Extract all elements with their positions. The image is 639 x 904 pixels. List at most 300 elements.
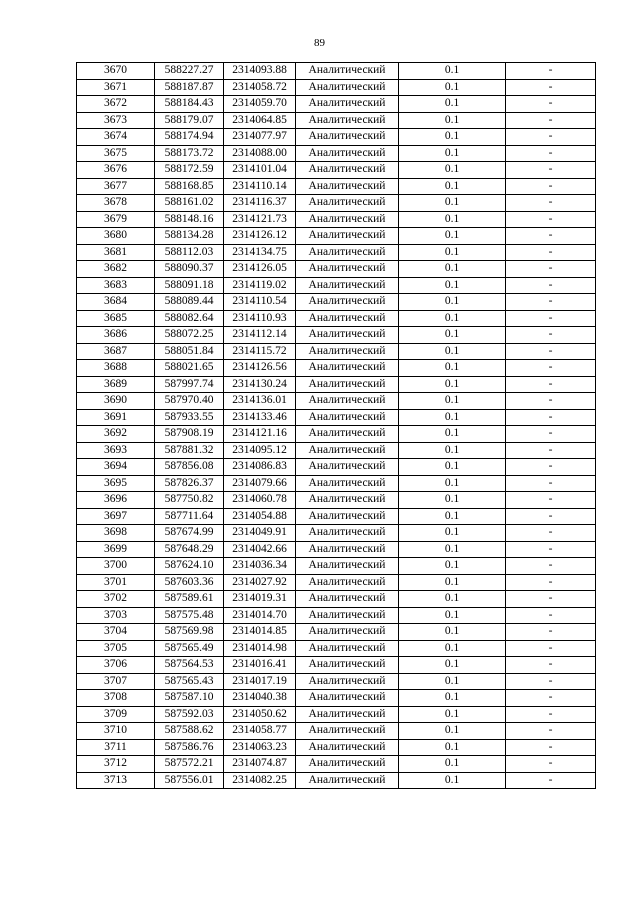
note-cell: - xyxy=(506,376,596,393)
note-cell: - xyxy=(506,574,596,591)
note-cell: - xyxy=(506,706,596,723)
method-cell: Аналитический xyxy=(296,63,399,80)
note-cell: - xyxy=(506,343,596,360)
table-row xyxy=(77,574,596,591)
table-row xyxy=(77,96,596,113)
accuracy-cell: 0.1 xyxy=(399,244,506,261)
page-number: 89 xyxy=(314,37,325,49)
note-cell: - xyxy=(506,261,596,278)
point-number-cell: 3680 xyxy=(77,228,155,245)
note-cell: - xyxy=(506,624,596,641)
note-cell: - xyxy=(506,657,596,674)
y-coordinate-cell: 2314126.56 xyxy=(224,360,296,377)
x-coordinate-cell: 588089.44 xyxy=(155,294,224,311)
accuracy-cell: 0.1 xyxy=(399,492,506,509)
method-cell: Аналитический xyxy=(296,657,399,674)
coordinates-table xyxy=(76,62,596,789)
method-cell: Аналитический xyxy=(296,211,399,228)
table-body xyxy=(77,63,596,789)
note-cell: - xyxy=(506,640,596,657)
method-cell: Аналитический xyxy=(296,145,399,162)
y-coordinate-cell: 2314014.70 xyxy=(224,607,296,624)
point-number-cell: 3693 xyxy=(77,442,155,459)
note-cell: - xyxy=(506,129,596,146)
accuracy-cell: 0.1 xyxy=(399,558,506,575)
table-row xyxy=(77,706,596,723)
y-coordinate-cell: 2314110.93 xyxy=(224,310,296,327)
point-number-cell: 3685 xyxy=(77,310,155,327)
note-cell: - xyxy=(506,723,596,740)
accuracy-cell: 0.1 xyxy=(399,541,506,558)
y-coordinate-cell: 2314064.85 xyxy=(224,112,296,129)
method-cell: Аналитический xyxy=(296,591,399,608)
table-row xyxy=(77,277,596,294)
table-row xyxy=(77,607,596,624)
x-coordinate-cell: 587589.61 xyxy=(155,591,224,608)
accuracy-cell: 0.1 xyxy=(399,63,506,80)
table-row xyxy=(77,178,596,195)
x-coordinate-cell: 587572.21 xyxy=(155,756,224,773)
note-cell: - xyxy=(506,360,596,377)
accuracy-cell: 0.1 xyxy=(399,723,506,740)
table-row xyxy=(77,228,596,245)
y-coordinate-cell: 2314116.37 xyxy=(224,195,296,212)
point-number-cell: 3704 xyxy=(77,624,155,641)
method-cell: Аналитический xyxy=(296,79,399,96)
table-row xyxy=(77,772,596,789)
point-number-cell: 3711 xyxy=(77,739,155,756)
table-row xyxy=(77,558,596,575)
x-coordinate-cell: 587556.01 xyxy=(155,772,224,789)
table-row xyxy=(77,409,596,426)
note-cell: - xyxy=(506,277,596,294)
method-cell: Аналитический xyxy=(296,409,399,426)
x-coordinate-cell: 587565.43 xyxy=(155,673,224,690)
table-row xyxy=(77,327,596,344)
accuracy-cell: 0.1 xyxy=(399,690,506,707)
x-coordinate-cell: 588148.16 xyxy=(155,211,224,228)
accuracy-cell: 0.1 xyxy=(399,640,506,657)
x-coordinate-cell: 587575.48 xyxy=(155,607,224,624)
method-cell: Аналитический xyxy=(296,129,399,146)
accuracy-cell: 0.1 xyxy=(399,393,506,410)
method-cell: Аналитический xyxy=(296,525,399,542)
method-cell: Аналитический xyxy=(296,673,399,690)
accuracy-cell: 0.1 xyxy=(399,426,506,443)
table-row xyxy=(77,195,596,212)
note-cell: - xyxy=(506,475,596,492)
y-coordinate-cell: 2314126.12 xyxy=(224,228,296,245)
accuracy-cell: 0.1 xyxy=(399,607,506,624)
y-coordinate-cell: 2314017.19 xyxy=(224,673,296,690)
table-row xyxy=(77,756,596,773)
accuracy-cell: 0.1 xyxy=(399,277,506,294)
x-coordinate-cell: 588172.59 xyxy=(155,162,224,179)
point-number-cell: 3675 xyxy=(77,145,155,162)
table-row xyxy=(77,739,596,756)
note-cell: - xyxy=(506,393,596,410)
x-coordinate-cell: 588174.94 xyxy=(155,129,224,146)
note-cell: - xyxy=(506,79,596,96)
y-coordinate-cell: 2314110.14 xyxy=(224,178,296,195)
y-coordinate-cell: 2314058.72 xyxy=(224,79,296,96)
table-row xyxy=(77,525,596,542)
accuracy-cell: 0.1 xyxy=(399,756,506,773)
method-cell: Аналитический xyxy=(296,756,399,773)
x-coordinate-cell: 587970.40 xyxy=(155,393,224,410)
method-cell: Аналитический xyxy=(296,426,399,443)
method-cell: Аналитический xyxy=(296,360,399,377)
accuracy-cell: 0.1 xyxy=(399,574,506,591)
method-cell: Аналитический xyxy=(296,343,399,360)
point-number-cell: 3713 xyxy=(77,772,155,789)
method-cell: Аналитический xyxy=(296,640,399,657)
x-coordinate-cell: 588227.27 xyxy=(155,63,224,80)
accuracy-cell: 0.1 xyxy=(399,772,506,789)
accuracy-cell: 0.1 xyxy=(399,162,506,179)
x-coordinate-cell: 587674.99 xyxy=(155,525,224,542)
accuracy-cell: 0.1 xyxy=(399,525,506,542)
accuracy-cell: 0.1 xyxy=(399,195,506,212)
y-coordinate-cell: 2314119.02 xyxy=(224,277,296,294)
y-coordinate-cell: 2314014.98 xyxy=(224,640,296,657)
y-coordinate-cell: 2314112.14 xyxy=(224,327,296,344)
y-coordinate-cell: 2314082.25 xyxy=(224,772,296,789)
note-cell: - xyxy=(506,112,596,129)
note-cell: - xyxy=(506,96,596,113)
table-row xyxy=(77,657,596,674)
y-coordinate-cell: 2314115.72 xyxy=(224,343,296,360)
accuracy-cell: 0.1 xyxy=(399,228,506,245)
point-number-cell: 3688 xyxy=(77,360,155,377)
x-coordinate-cell: 587564.53 xyxy=(155,657,224,674)
table-row xyxy=(77,723,596,740)
method-cell: Аналитический xyxy=(296,541,399,558)
note-cell: - xyxy=(506,244,596,261)
x-coordinate-cell: 587569.98 xyxy=(155,624,224,641)
x-coordinate-cell: 587881.32 xyxy=(155,442,224,459)
x-coordinate-cell: 588082.64 xyxy=(155,310,224,327)
note-cell: - xyxy=(506,492,596,509)
x-coordinate-cell: 588051.84 xyxy=(155,343,224,360)
point-number-cell: 3700 xyxy=(77,558,155,575)
method-cell: Аналитический xyxy=(296,261,399,278)
table-row xyxy=(77,541,596,558)
method-cell: Аналитический xyxy=(296,195,399,212)
method-cell: Аналитический xyxy=(296,294,399,311)
x-coordinate-cell: 587587.10 xyxy=(155,690,224,707)
accuracy-cell: 0.1 xyxy=(399,112,506,129)
x-coordinate-cell: 587586.76 xyxy=(155,739,224,756)
method-cell: Аналитический xyxy=(296,228,399,245)
table-row xyxy=(77,591,596,608)
point-number-cell: 3672 xyxy=(77,96,155,113)
table-row xyxy=(77,261,596,278)
point-number-cell: 3671 xyxy=(77,79,155,96)
accuracy-cell: 0.1 xyxy=(399,706,506,723)
note-cell: - xyxy=(506,409,596,426)
point-number-cell: 3689 xyxy=(77,376,155,393)
note-cell: - xyxy=(506,145,596,162)
table-row xyxy=(77,129,596,146)
note-cell: - xyxy=(506,310,596,327)
y-coordinate-cell: 2314095.12 xyxy=(224,442,296,459)
accuracy-cell: 0.1 xyxy=(399,96,506,113)
y-coordinate-cell: 2314063.23 xyxy=(224,739,296,756)
table-row xyxy=(77,63,596,80)
accuracy-cell: 0.1 xyxy=(399,145,506,162)
y-coordinate-cell: 2314049.91 xyxy=(224,525,296,542)
table-row xyxy=(77,459,596,476)
accuracy-cell: 0.1 xyxy=(399,360,506,377)
point-number-cell: 3708 xyxy=(77,690,155,707)
x-coordinate-cell: 587603.36 xyxy=(155,574,224,591)
x-coordinate-cell: 588072.25 xyxy=(155,327,224,344)
method-cell: Аналитический xyxy=(296,706,399,723)
accuracy-cell: 0.1 xyxy=(399,79,506,96)
note-cell: - xyxy=(506,508,596,525)
method-cell: Аналитический xyxy=(296,96,399,113)
table-row xyxy=(77,244,596,261)
y-coordinate-cell: 2314019.31 xyxy=(224,591,296,608)
x-coordinate-cell: 588161.02 xyxy=(155,195,224,212)
point-number-cell: 3686 xyxy=(77,327,155,344)
accuracy-cell: 0.1 xyxy=(399,178,506,195)
method-cell: Аналитический xyxy=(296,723,399,740)
accuracy-cell: 0.1 xyxy=(399,310,506,327)
accuracy-cell: 0.1 xyxy=(399,508,506,525)
point-number-cell: 3679 xyxy=(77,211,155,228)
point-number-cell: 3701 xyxy=(77,574,155,591)
note-cell: - xyxy=(506,756,596,773)
point-number-cell: 3687 xyxy=(77,343,155,360)
y-coordinate-cell: 2314101.04 xyxy=(224,162,296,179)
method-cell: Аналитический xyxy=(296,739,399,756)
note-cell: - xyxy=(506,591,596,608)
accuracy-cell: 0.1 xyxy=(399,343,506,360)
point-number-cell: 3702 xyxy=(77,591,155,608)
point-number-cell: 3698 xyxy=(77,525,155,542)
x-coordinate-cell: 587750.82 xyxy=(155,492,224,509)
accuracy-cell: 0.1 xyxy=(399,376,506,393)
accuracy-cell: 0.1 xyxy=(399,442,506,459)
table-row xyxy=(77,310,596,327)
y-coordinate-cell: 2314027.92 xyxy=(224,574,296,591)
point-number-cell: 3683 xyxy=(77,277,155,294)
accuracy-cell: 0.1 xyxy=(399,657,506,674)
method-cell: Аналитический xyxy=(296,376,399,393)
method-cell: Аналитический xyxy=(296,442,399,459)
y-coordinate-cell: 2314088.00 xyxy=(224,145,296,162)
table-row xyxy=(77,376,596,393)
y-coordinate-cell: 2314133.46 xyxy=(224,409,296,426)
accuracy-cell: 0.1 xyxy=(399,129,506,146)
y-coordinate-cell: 2314014.85 xyxy=(224,624,296,641)
y-coordinate-cell: 2314134.75 xyxy=(224,244,296,261)
y-coordinate-cell: 2314054.88 xyxy=(224,508,296,525)
x-coordinate-cell: 587933.55 xyxy=(155,409,224,426)
table-row xyxy=(77,673,596,690)
x-coordinate-cell: 587648.29 xyxy=(155,541,224,558)
table-row xyxy=(77,640,596,657)
note-cell: - xyxy=(506,690,596,707)
point-number-cell: 3670 xyxy=(77,63,155,80)
point-number-cell: 3676 xyxy=(77,162,155,179)
method-cell: Аналитический xyxy=(296,607,399,624)
note-cell: - xyxy=(506,195,596,212)
note-cell: - xyxy=(506,607,596,624)
table-row xyxy=(77,112,596,129)
method-cell: Аналитический xyxy=(296,475,399,492)
method-cell: Аналитический xyxy=(296,327,399,344)
note-cell: - xyxy=(506,739,596,756)
accuracy-cell: 0.1 xyxy=(399,261,506,278)
y-coordinate-cell: 2314110.54 xyxy=(224,294,296,311)
table-row xyxy=(77,624,596,641)
table-row xyxy=(77,145,596,162)
method-cell: Аналитический xyxy=(296,393,399,410)
accuracy-cell: 0.1 xyxy=(399,591,506,608)
point-number-cell: 3682 xyxy=(77,261,155,278)
table-row xyxy=(77,508,596,525)
table-row xyxy=(77,360,596,377)
x-coordinate-cell: 587592.03 xyxy=(155,706,224,723)
table-row xyxy=(77,475,596,492)
note-cell: - xyxy=(506,294,596,311)
y-coordinate-cell: 2314121.16 xyxy=(224,426,296,443)
point-number-cell: 3692 xyxy=(77,426,155,443)
table-row xyxy=(77,294,596,311)
point-number-cell: 3705 xyxy=(77,640,155,657)
x-coordinate-cell: 588021.65 xyxy=(155,360,224,377)
accuracy-cell: 0.1 xyxy=(399,739,506,756)
x-coordinate-cell: 588187.87 xyxy=(155,79,224,96)
x-coordinate-cell: 588179.07 xyxy=(155,112,224,129)
accuracy-cell: 0.1 xyxy=(399,327,506,344)
method-cell: Аналитический xyxy=(296,112,399,129)
y-coordinate-cell: 2314059.70 xyxy=(224,96,296,113)
method-cell: Аналитический xyxy=(296,162,399,179)
note-cell: - xyxy=(506,162,596,179)
method-cell: Аналитический xyxy=(296,459,399,476)
x-coordinate-cell: 587856.08 xyxy=(155,459,224,476)
y-coordinate-cell: 2314058.77 xyxy=(224,723,296,740)
point-number-cell: 3677 xyxy=(77,178,155,195)
accuracy-cell: 0.1 xyxy=(399,459,506,476)
note-cell: - xyxy=(506,673,596,690)
point-number-cell: 3706 xyxy=(77,657,155,674)
table-row xyxy=(77,393,596,410)
table-row xyxy=(77,162,596,179)
x-coordinate-cell: 587588.62 xyxy=(155,723,224,740)
point-number-cell: 3709 xyxy=(77,706,155,723)
y-coordinate-cell: 2314130.24 xyxy=(224,376,296,393)
table-row xyxy=(77,79,596,96)
method-cell: Аналитический xyxy=(296,508,399,525)
accuracy-cell: 0.1 xyxy=(399,211,506,228)
y-coordinate-cell: 2314079.66 xyxy=(224,475,296,492)
note-cell: - xyxy=(506,63,596,80)
point-number-cell: 3691 xyxy=(77,409,155,426)
y-coordinate-cell: 2314050.62 xyxy=(224,706,296,723)
y-coordinate-cell: 2314121.73 xyxy=(224,211,296,228)
y-coordinate-cell: 2314040.38 xyxy=(224,690,296,707)
y-coordinate-cell: 2314086.83 xyxy=(224,459,296,476)
x-coordinate-cell: 588173.72 xyxy=(155,145,224,162)
note-cell: - xyxy=(506,772,596,789)
point-number-cell: 3694 xyxy=(77,459,155,476)
table-row xyxy=(77,343,596,360)
y-coordinate-cell: 2314136.01 xyxy=(224,393,296,410)
accuracy-cell: 0.1 xyxy=(399,673,506,690)
y-coordinate-cell: 2314060.78 xyxy=(224,492,296,509)
y-coordinate-cell: 2314126.05 xyxy=(224,261,296,278)
x-coordinate-cell: 587711.64 xyxy=(155,508,224,525)
method-cell: Аналитический xyxy=(296,244,399,261)
method-cell: Аналитический xyxy=(296,277,399,294)
accuracy-cell: 0.1 xyxy=(399,624,506,641)
method-cell: Аналитический xyxy=(296,624,399,641)
note-cell: - xyxy=(506,459,596,476)
table-row xyxy=(77,426,596,443)
point-number-cell: 3690 xyxy=(77,393,155,410)
point-number-cell: 3697 xyxy=(77,508,155,525)
note-cell: - xyxy=(506,426,596,443)
x-coordinate-cell: 588168.85 xyxy=(155,178,224,195)
y-coordinate-cell: 2314077.97 xyxy=(224,129,296,146)
note-cell: - xyxy=(506,541,596,558)
y-coordinate-cell: 2314093.88 xyxy=(224,63,296,80)
note-cell: - xyxy=(506,442,596,459)
table-row xyxy=(77,690,596,707)
method-cell: Аналитический xyxy=(296,558,399,575)
x-coordinate-cell: 588134.28 xyxy=(155,228,224,245)
y-coordinate-cell: 2314074.87 xyxy=(224,756,296,773)
x-coordinate-cell: 588090.37 xyxy=(155,261,224,278)
point-number-cell: 3678 xyxy=(77,195,155,212)
x-coordinate-cell: 587826.37 xyxy=(155,475,224,492)
note-cell: - xyxy=(506,525,596,542)
x-coordinate-cell: 588184.43 xyxy=(155,96,224,113)
point-number-cell: 3673 xyxy=(77,112,155,129)
y-coordinate-cell: 2314016.41 xyxy=(224,657,296,674)
method-cell: Аналитический xyxy=(296,178,399,195)
x-coordinate-cell: 588091.18 xyxy=(155,277,224,294)
table-row xyxy=(77,492,596,509)
method-cell: Аналитический xyxy=(296,772,399,789)
table-row xyxy=(77,211,596,228)
method-cell: Аналитический xyxy=(296,492,399,509)
table-row xyxy=(77,442,596,459)
note-cell: - xyxy=(506,228,596,245)
point-number-cell: 3707 xyxy=(77,673,155,690)
accuracy-cell: 0.1 xyxy=(399,409,506,426)
method-cell: Аналитический xyxy=(296,574,399,591)
point-number-cell: 3712 xyxy=(77,756,155,773)
method-cell: Аналитический xyxy=(296,690,399,707)
x-coordinate-cell: 587908.19 xyxy=(155,426,224,443)
x-coordinate-cell: 587565.49 xyxy=(155,640,224,657)
accuracy-cell: 0.1 xyxy=(399,294,506,311)
x-coordinate-cell: 588112.03 xyxy=(155,244,224,261)
point-number-cell: 3710 xyxy=(77,723,155,740)
point-number-cell: 3681 xyxy=(77,244,155,261)
point-number-cell: 3695 xyxy=(77,475,155,492)
accuracy-cell: 0.1 xyxy=(399,475,506,492)
point-number-cell: 3684 xyxy=(77,294,155,311)
note-cell: - xyxy=(506,558,596,575)
note-cell: - xyxy=(506,327,596,344)
